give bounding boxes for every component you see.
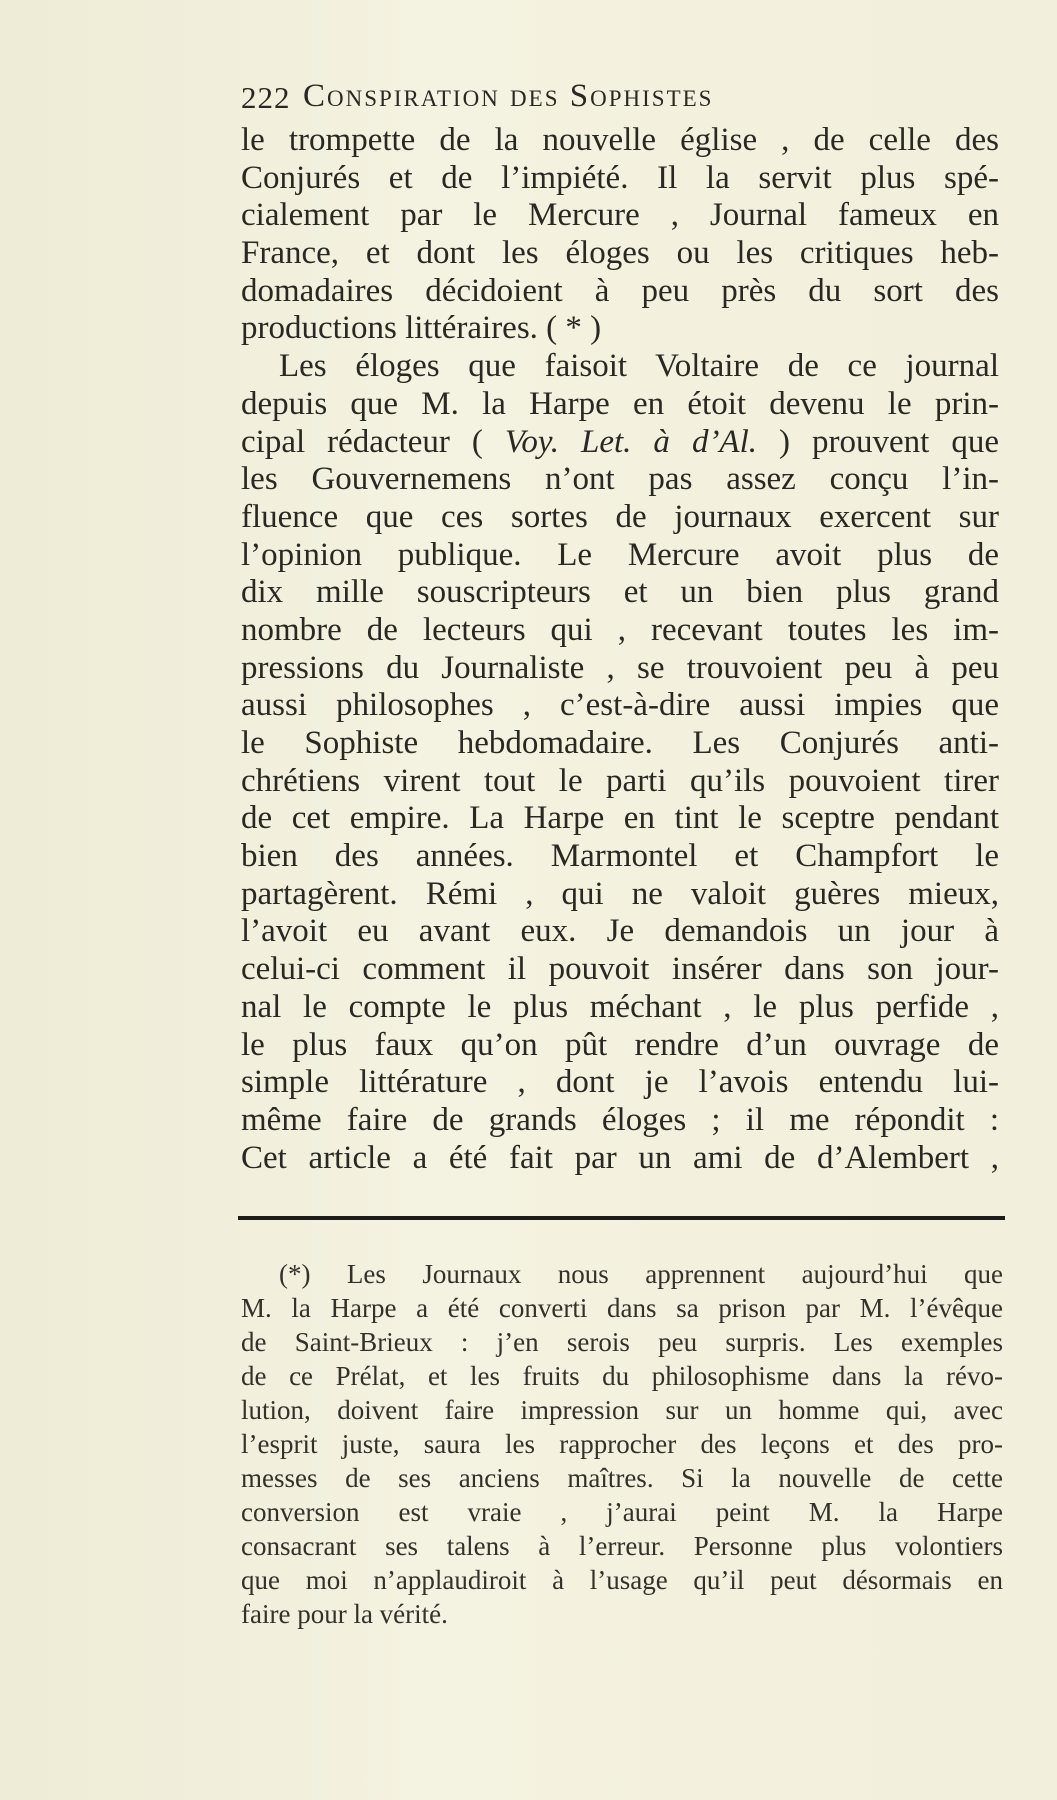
- text-line: depuis que M. la Harpe en étoit devenu le prin-: [241, 385, 999, 422]
- text-line: l’avoit eu avant eux. Je demandois un jour à: [241, 913, 999, 950]
- text-line: Les éloges que faisoit Voltaire de ce journal: [279, 348, 999, 385]
- text-line: dix mille souscripteurs et un bien plus grand: [241, 574, 999, 611]
- footnote-line: de ce Prélat, et les fruits du philosophisme dans la révo-: [241, 1361, 1003, 1391]
- footnote: [241, 1257, 1003, 1631]
- text-line: même faire de grands éloges ; il me répondit :: [241, 1101, 999, 1138]
- text-line: le trompette de la nouvelle église , de celle des: [241, 122, 999, 158]
- text-line: nal le compte le plus méchant , le plus perfide ,: [241, 988, 999, 1025]
- text-line: celui-ci comment il pouvoit insérer dans son jour-: [241, 951, 999, 988]
- page-number: 222: [241, 80, 291, 115]
- text-line: Cet article a été fait par un ami de d’Alembert ,: [241, 1139, 999, 1176]
- text-line: de cet empire. La Harpe en tint le sceptre pendant: [241, 800, 999, 837]
- italic-reference: Voy. Let. à d’Al.: [504, 423, 758, 460]
- text-line: [241, 424, 999, 462]
- footnote-line: faire pour la vérité.: [241, 1599, 448, 1629]
- main-text: [241, 122, 999, 1177]
- text-line: pressions du Journaliste , se trouvoient peu à peu: [241, 649, 999, 686]
- footnote-line: de Saint-Brieux : j’en serois peu surpris. Les exemples: [241, 1327, 1003, 1357]
- text-line: bien des années. Marmontel et Champfort le: [241, 838, 999, 875]
- text-line: chrétiens virent tout le parti qu’ils pouvoient tirer: [241, 762, 999, 799]
- footnote-line: l’esprit juste, saura les rapprocher des leçons et des pro-: [241, 1429, 1003, 1459]
- footnote-line: consacrant ses talens à l’erreur. Personne plus volontiers: [241, 1531, 1003, 1561]
- text-line: nombre de lecteurs qui , recevant toutes les im-: [241, 611, 999, 648]
- text-line: les Gouvernemens n’ont pas assez conçu l’in-: [241, 461, 999, 498]
- footnote-line: lution, doivent faire impression sur un homme qui, avec: [241, 1395, 1003, 1425]
- text-line: le Sophiste hebdomadaire. Les Conjurés anti-: [241, 725, 999, 761]
- text-segment: cipal rédacteur (: [241, 423, 505, 460]
- running-title: Conspiration des Sophistes: [303, 78, 714, 114]
- footnote-line: M. la Harpe a été converti dans sa prison par M. l’évêque: [241, 1293, 1003, 1323]
- text-line: France, et dont les éloges ou les critiques heb-: [241, 235, 999, 272]
- text-line: fluence que ces sortes de journaux exercent sur: [241, 498, 999, 535]
- text-line: simple littérature , dont je l’avois entendu lui-: [241, 1064, 999, 1101]
- text-line: productions littéraires. ( * ): [241, 310, 602, 347]
- text-line: l’opinion publique. Le Mercure avoit plus de: [241, 536, 999, 573]
- text-line: domadaires décidoient à peu près du sort des: [241, 272, 999, 309]
- footnote-separator-rule: [238, 1216, 1005, 1220]
- footnote-line: messes de ses anciens maîtres. Si la nouvelle de cette: [241, 1463, 1003, 1493]
- footnote-line: (*) Les Journaux nous apprennent aujourd’hui que: [279, 1259, 1003, 1289]
- text-line: cialement par le Mercure , Journal fameux en: [241, 197, 999, 234]
- text-line: partagèrent. Rémi , qui ne valoit guères mieux,: [241, 875, 999, 912]
- text-line: Conjurés et de l’impiété. Il la servit plus spé-: [241, 159, 999, 196]
- footnote-line: que moi n’applaudiroit à l’usage qu’il peut désormais en: [241, 1565, 1003, 1595]
- text-segment: ) prouvent que: [757, 423, 999, 460]
- running-header: [241, 78, 901, 118]
- text-line: aussi philosophes , c’est-à-dire aussi impies que: [241, 687, 999, 724]
- footnote-line: conversion est vraie , j’aurai peint M. la Harpe: [241, 1497, 1003, 1527]
- text-line: le plus faux qu’on pût rendre d’un ouvrage de: [241, 1026, 999, 1063]
